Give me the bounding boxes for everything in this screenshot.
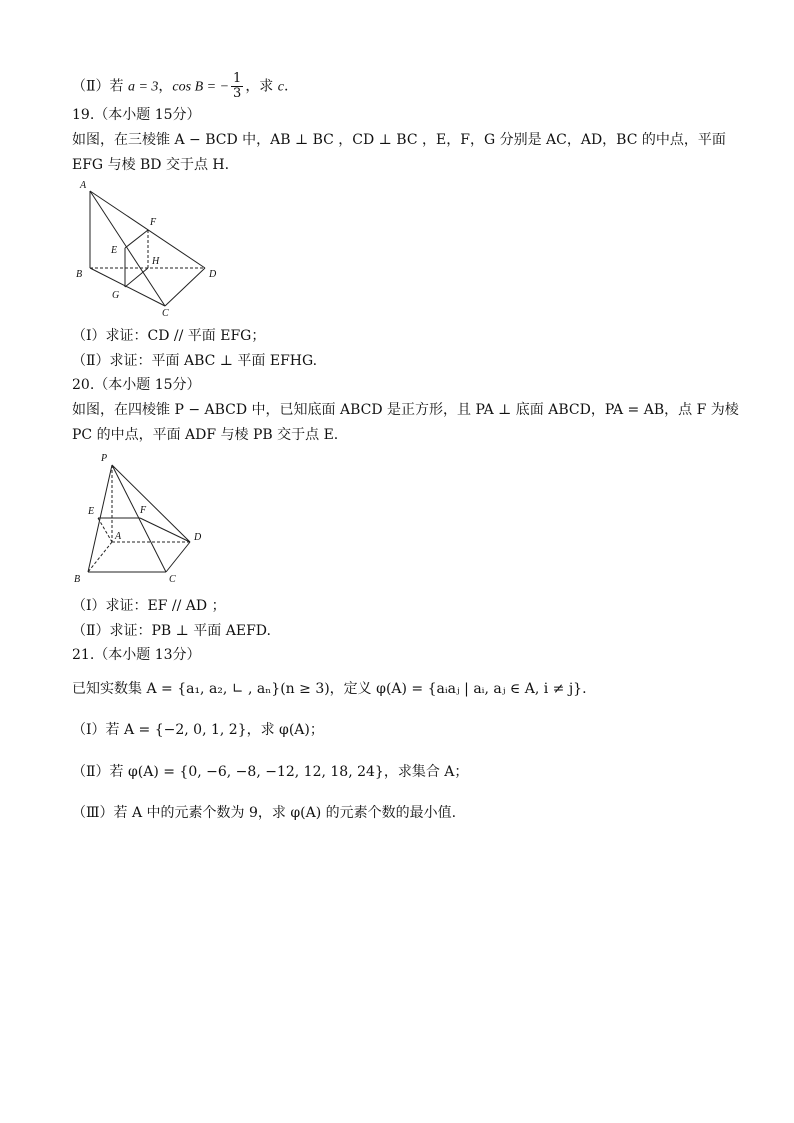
fraction: $\frac{1}{3}$ (233, 71, 242, 101)
q19-stem-line1: 如图，在三棱锥 A − BCD 中，AB ⊥ BC ，CD ⊥ BC ，E，F，G 分别是 AC，AD，BC 的中点，平面 (72, 132, 726, 148)
q21-part3: （Ⅲ）若 A 中的元素个数为 9，求 φ(A) 的元素个数的最小值. (72, 805, 457, 821)
q20-heading: 20.（本小题 15分） (72, 377, 201, 393)
q19-part1: （Ⅰ）求证：CD // 平面 EFG； (72, 328, 266, 344)
q20-stem-line1: 如图，在四棱锥 P − ABCD 中，已知底面 ABCD 是正方形，且 PA ⊥ 底面 ABCD，PA = AB，点 F 为棱 (72, 402, 739, 418)
q21-stem: 已知实数集 A = {a₁, a₂, ∟ , aₙ}(n ≥ 3)，定义 φ(A) = {aᵢaⱼ | aᵢ, aⱼ ∈ A, i ≠ j}. (72, 681, 587, 697)
q21-part2: （Ⅱ）若 φ(A) = {0, −6, −8, −12, 12, 18, 24}，求集合 A； (72, 764, 469, 780)
label-A: A (115, 531, 122, 542)
edge-PD (112, 465, 190, 542)
edge-EF (125, 230, 148, 248)
label-B: B (76, 269, 83, 280)
label-D: D (194, 532, 202, 543)
q19-heading: 19.（本小题 15分） (72, 107, 201, 123)
edge-CD (165, 268, 205, 306)
q21-heading: 21.（本小题 13分） (72, 647, 201, 663)
q20-part1: （Ⅰ）求证：EF // AD ； (72, 598, 226, 614)
label-B: B (74, 574, 81, 585)
q20-stem-line2: PC 的中点，平面 ADF 与棱 PB 交于点 E. (72, 427, 339, 443)
edge-CD (166, 542, 190, 572)
edge-BC (90, 268, 165, 306)
label-D: D (209, 269, 217, 280)
q19-figure (70, 178, 220, 318)
q19-stem-line2: EFG 与棱 BD 交于点 H. (72, 157, 230, 173)
edge-FD (140, 518, 190, 542)
edge-GH (125, 268, 148, 287)
label-C: C (162, 308, 169, 319)
q20-part2: （Ⅱ）求证：PB ⊥ 平面 AEFD. (72, 623, 271, 639)
label-H: H (152, 256, 160, 267)
label-G: G (112, 290, 120, 301)
label-F: F (150, 217, 157, 228)
label-F: F (140, 505, 147, 516)
edge-AC (90, 191, 165, 306)
q19-part2: （Ⅱ）求证：平面 ABC ⊥ 平面 EFHG. (72, 353, 318, 369)
q21-part1: （Ⅰ）若 A = {−2, 0, 1, 2}，求 φ(A)； (72, 722, 324, 738)
edge-EA-hidden (98, 518, 112, 542)
label-P: P (101, 453, 108, 464)
q18-part2: （Ⅱ）若 a = 3，cos B = − $\frac{1}{3}$ ，求 c. (72, 71, 289, 101)
label-C: C (169, 574, 176, 585)
label-E: E (111, 245, 118, 256)
label-A: A (80, 180, 87, 191)
q20-figure (70, 450, 220, 590)
label-E: E (88, 506, 95, 517)
